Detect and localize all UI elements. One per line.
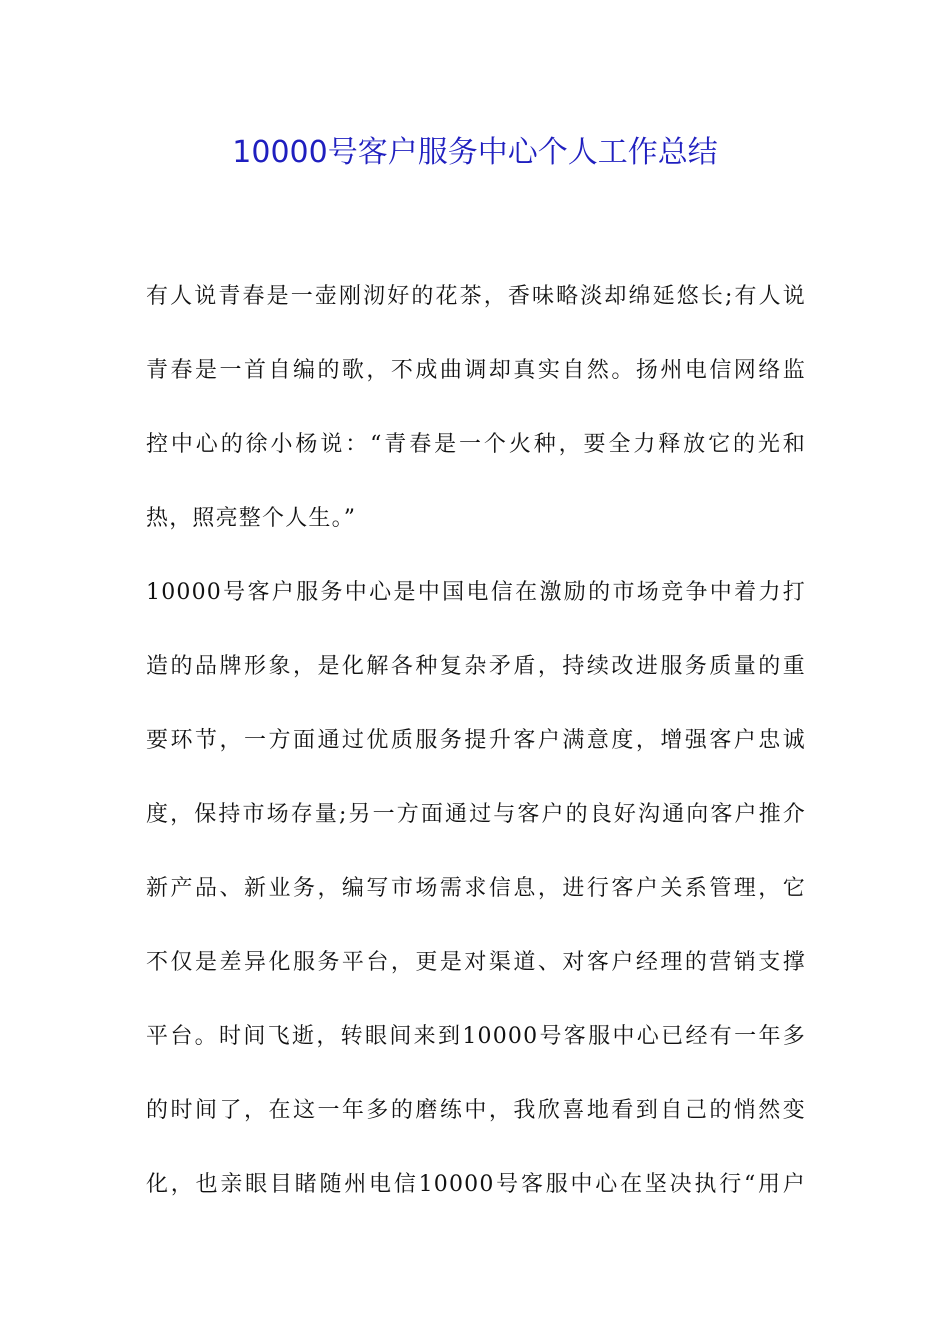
paragraph-line: 新产品、新业务，编写市场需求信息，进行客户关系管理，它 — [146, 876, 806, 901]
paragraph-line: 造的品牌形象，是化解各种复杂矛盾，持续改进服务质量的重 — [146, 654, 806, 679]
paragraph-line: 控中心的徐小杨说：“青春是一个火种，要全力释放它的光和 — [146, 432, 806, 457]
document-title: 10000号客户服务中心个人工作总结 — [232, 135, 718, 170]
paragraph-line: 要环节，一方面通过优质服务提升客户满意度，增强客户忠诚 — [146, 728, 806, 753]
paragraph-1 — [146, 260, 806, 556]
paragraph-line: 热，照亮整个人生。” — [146, 506, 357, 531]
paragraph-line: 化，也亲眼目睹随州电信10000号客服中心在坚决执行“用户 — [146, 1172, 806, 1197]
paragraph-line: 度，保持市场存量;另一方面通过与客户的良好沟通向客户推介 — [146, 802, 806, 827]
paragraph-line: 不仅是差异化服务平台，更是对渠道、对客户经理的营销支撑 — [146, 950, 806, 975]
paragraph-line: 平台。时间飞逝，转眼间来到10000号客服中心已经有一年多 — [146, 1024, 806, 1049]
paragraph-line: 青春是一首自编的歌，不成曲调却真实自然。扬州电信网络监 — [146, 358, 806, 383]
paragraph-2 — [146, 556, 806, 1222]
document-body — [146, 260, 806, 1222]
paragraph-line: 有人说青春是一壶刚沏好的花茶，香味略淡却绵延悠长;有人说 — [146, 284, 806, 309]
paragraph-line: 的时间了，在这一年多的磨练中，我欣喜地看到自己的悄然变 — [146, 1098, 806, 1123]
paragraph-line: 10000号客户服务中心是中国电信在激励的市场竞争中着力打 — [146, 580, 806, 605]
